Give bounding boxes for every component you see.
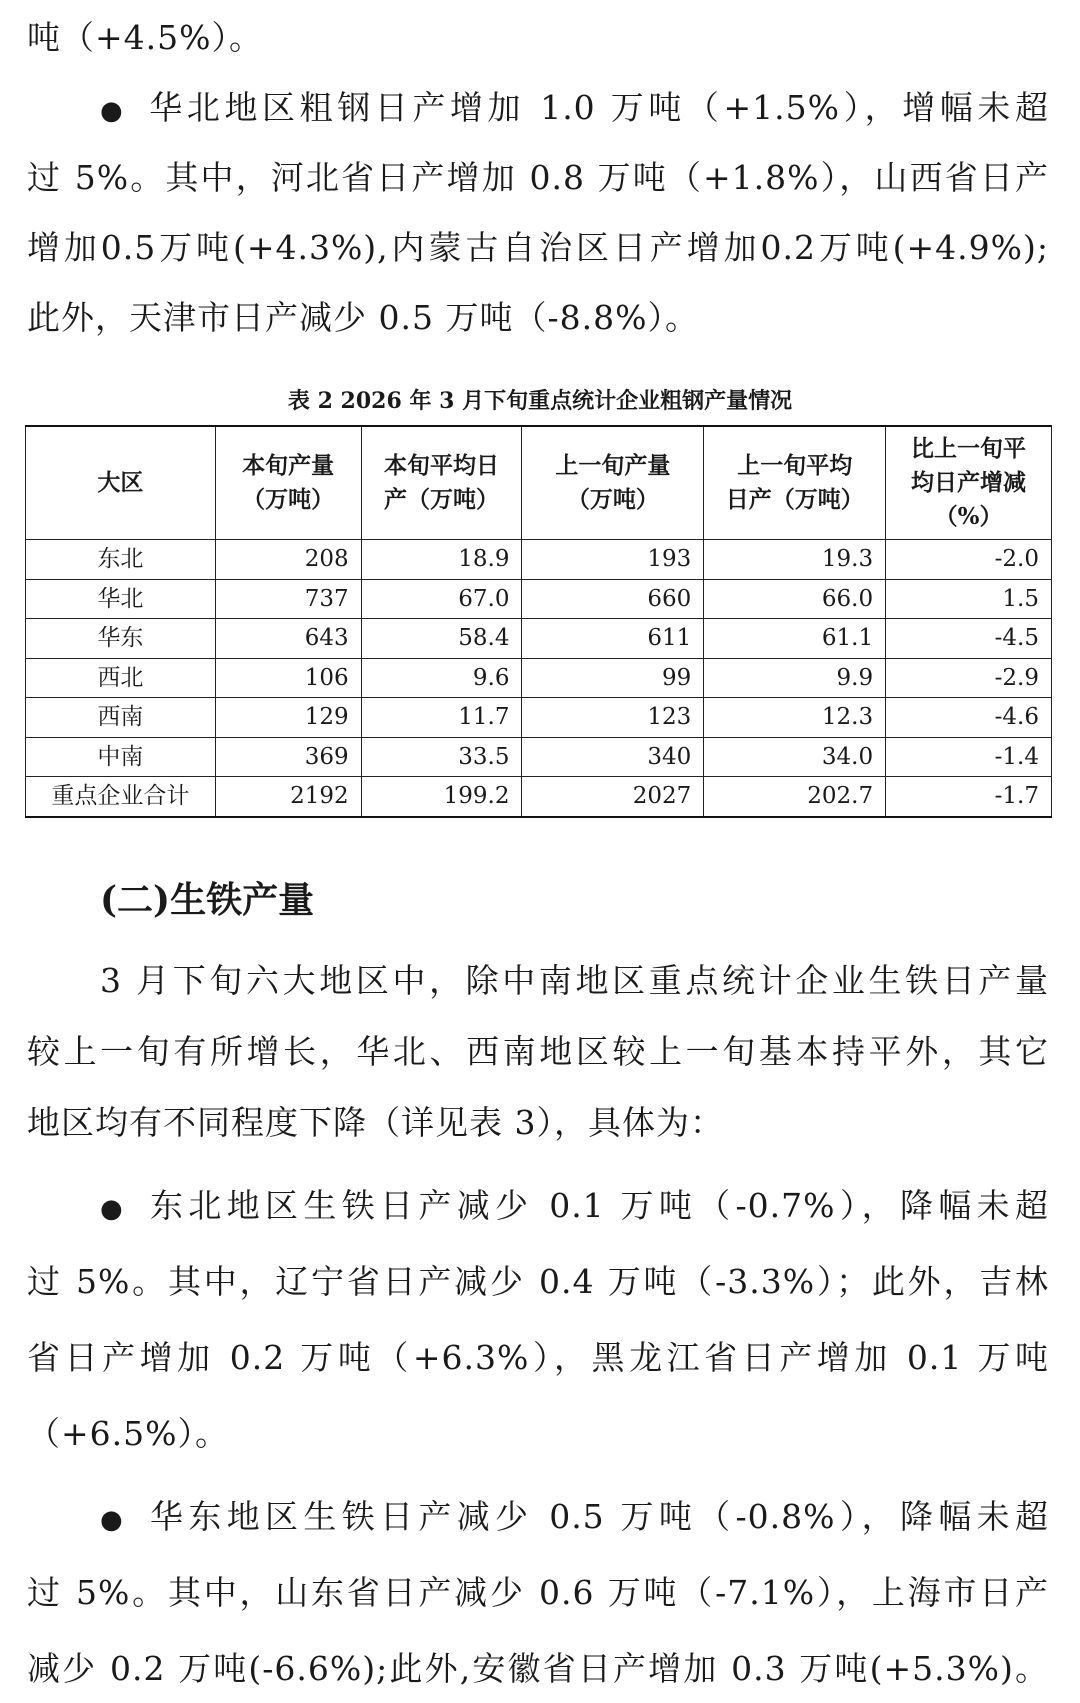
paragraph-line: 此外，天津市日产减少 0.5 万吨（-8.8%）。 <box>27 298 699 337</box>
cell-previous-daily-avg: 34.0 <box>704 737 886 777</box>
cell-previous-daily-avg: 19.3 <box>704 540 886 580</box>
cell-region: 华东 <box>26 619 216 659</box>
bullet-icon: ● <box>100 1505 129 1535</box>
header-change-pct: 比上一旬平 均日产增减 （%） <box>886 426 1052 540</box>
table-row <box>26 619 1052 659</box>
cell-region: 西南 <box>26 698 216 738</box>
paragraph-line: 东北地区生铁日产减少 0.1 万吨（-0.7%），降幅未超 <box>150 1186 1050 1225</box>
header-region: 大区 <box>26 426 216 540</box>
bullet-icon: ● <box>100 1194 129 1224</box>
cell-previous-output: 99 <box>522 658 704 698</box>
cell-current-daily-avg: 67.0 <box>361 579 522 619</box>
cell-change-pct: -4.5 <box>886 619 1052 659</box>
header-current-output: 本旬产量 （万吨） <box>215 426 361 540</box>
section-heading: (二)生铁产量 <box>100 879 315 921</box>
cell-previous-daily-avg: 9.9 <box>704 658 886 698</box>
paragraph-line: 地区均有不同程度下降（详见表 3），具体为： <box>27 1103 724 1142</box>
cell-previous-output: 193 <box>522 540 704 580</box>
bullet-paragraph-east <box>100 1497 1049 1540</box>
table-row-total <box>26 777 1052 817</box>
cell-current-output: 208 <box>215 540 361 580</box>
cell-change-pct: -2.0 <box>886 540 1052 580</box>
cell-current-output: 369 <box>215 737 361 777</box>
cell-previous-output: 2027 <box>522 777 704 817</box>
cell-current-output: 106 <box>215 658 361 698</box>
cell-previous-daily-avg: 66.0 <box>704 579 886 619</box>
paragraph-line: 吨（+4.5%）。 <box>27 18 263 57</box>
bullet-paragraph-northeast <box>100 1186 1049 1229</box>
header-previous-output: 上一旬产量 （万吨） <box>522 426 704 540</box>
cell-current-output: 737 <box>215 579 361 619</box>
header-current-daily-avg: 本旬平均日 产（万吨） <box>361 426 522 540</box>
cell-current-output: 129 <box>215 698 361 738</box>
cell-previous-output: 340 <box>522 737 704 777</box>
cell-change-pct: 1.5 <box>886 579 1052 619</box>
cell-region: 西北 <box>26 658 216 698</box>
table-header-row <box>26 426 1052 540</box>
cell-current-output: 2192 <box>215 777 361 817</box>
cell-change-pct: -1.4 <box>886 737 1052 777</box>
cell-current-daily-avg: 11.7 <box>361 698 522 738</box>
header-previous-daily-avg: 上一旬平均 日产（万吨） <box>704 426 886 540</box>
table-row <box>26 698 1052 738</box>
table-row <box>26 579 1052 619</box>
paragraph-line: 增加0.5万吨(+4.3%),内蒙古自治区日产增加0.2万吨(+4.9%); <box>27 228 1049 267</box>
cell-current-daily-avg: 33.5 <box>361 737 522 777</box>
cell-previous-output: 123 <box>522 698 704 738</box>
paragraph-line: 华北地区粗钢日产增加 1.0 万吨（+1.5%），增幅未超 <box>149 88 1050 127</box>
paragraph-line: 过 5%。其中，河北省日产增加 0.8 万吨（+1.8%），山西省日产 <box>27 158 1049 197</box>
cell-region: 中南 <box>26 737 216 777</box>
paragraph-line: 减少 0.2 万吨(-6.6%);此外,安徽省日产增加 0.3 万吨(+5.3%)。 <box>27 1649 1049 1688</box>
paragraph-line: 3 月下旬六大地区中，除中南地区重点统计企业生铁日产量 <box>100 961 1049 1000</box>
cell-change-pct: -2.9 <box>886 658 1052 698</box>
cell-current-daily-avg: 58.4 <box>361 619 522 659</box>
cell-change-pct: -4.6 <box>886 698 1052 738</box>
cell-previous-daily-avg: 202.7 <box>704 777 886 817</box>
table-row <box>26 540 1052 580</box>
cell-region: 东北 <box>26 540 216 580</box>
paragraph-line: 华东地区生铁日产减少 0.5 万吨（-0.8%），降幅未超 <box>150 1497 1050 1536</box>
cell-region: 重点企业合计 <box>26 777 216 817</box>
cell-previous-daily-avg: 61.1 <box>704 619 886 659</box>
cell-change-pct: -1.7 <box>886 777 1052 817</box>
paragraph-line: 省日产增加 0.2 万吨（+6.3%），黑龙江省日产增加 0.1 万吨 <box>27 1338 1049 1377</box>
cell-current-daily-avg: 9.6 <box>361 658 522 698</box>
cell-current-output: 643 <box>215 619 361 659</box>
cell-current-daily-avg: 18.9 <box>361 540 522 580</box>
table-caption: 表 2 2026 年 3 月下旬重点统计企业粗钢产量情况 <box>287 388 793 414</box>
cell-region: 华北 <box>26 579 216 619</box>
cell-previous-output: 660 <box>522 579 704 619</box>
bullet-icon: ● <box>100 96 128 126</box>
cell-previous-output: 611 <box>522 619 704 659</box>
paragraph-line: 较上一旬有所增长，华北、西南地区较上一旬基本持平外，其它 <box>27 1032 1049 1071</box>
paragraph-line: 过 5%。其中，辽宁省日产减少 0.4 万吨（-3.3%）；此外，吉林 <box>27 1262 1049 1301</box>
table-row <box>26 658 1052 698</box>
paragraph-line: 过 5%。其中，山东省日产减少 0.6 万吨（-7.1%），上海市日产 <box>27 1573 1049 1612</box>
table-row <box>26 737 1052 777</box>
cell-previous-daily-avg: 12.3 <box>704 698 886 738</box>
cell-current-daily-avg: 199.2 <box>361 777 522 817</box>
bullet-paragraph-north <box>100 88 1049 131</box>
paragraph-line: （+6.5%）。 <box>27 1414 229 1453</box>
crude-steel-table <box>25 425 1052 818</box>
